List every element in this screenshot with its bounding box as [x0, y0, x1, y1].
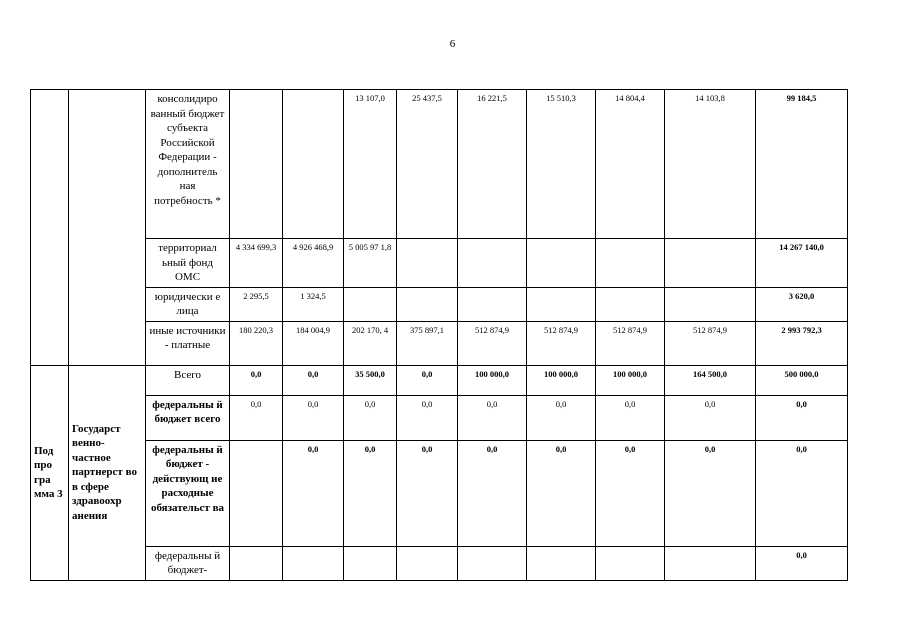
table-cell: [283, 546, 344, 580]
table-cell: 512 874,9: [665, 321, 756, 365]
empty-name-cell: [69, 90, 146, 366]
table-cell: [596, 239, 665, 288]
table-cell: 25 437,5: [397, 90, 458, 239]
table-cell: [397, 287, 458, 321]
table-row: [31, 321, 848, 365]
table-cell: 0,0: [756, 546, 848, 580]
table-cell: 1 324,5: [283, 287, 344, 321]
table-cell: 512 874,9: [458, 321, 527, 365]
table-cell: 100 000,0: [458, 365, 527, 395]
table-cell: [527, 239, 596, 288]
row-label: федеральны й бюджет всего: [146, 395, 230, 440]
table-cell: 0,0: [283, 365, 344, 395]
table-cell: [230, 546, 283, 580]
row-label: Всего: [146, 365, 230, 395]
table-cell: 0,0: [344, 440, 397, 546]
table-cell: 0,0: [596, 440, 665, 546]
table-cell: 0,0: [230, 395, 283, 440]
table-cell: 2 993 792,3: [756, 321, 848, 365]
table-cell: [596, 546, 665, 580]
page-number: 6: [449, 38, 456, 50]
table-cell: 0,0: [344, 395, 397, 440]
table-cell: 2 295,5: [230, 287, 283, 321]
row-label: федеральны й бюджет - действующ ие расходные обязательст ва: [146, 440, 230, 546]
budget-table: [30, 89, 848, 581]
table-cell: 0,0: [397, 440, 458, 546]
table-cell: [458, 546, 527, 580]
table-cell: 180 220,3: [230, 321, 283, 365]
table-cell: 14 267 140,0: [756, 239, 848, 288]
table-cell: 512 874,9: [527, 321, 596, 365]
table-cell: 0,0: [527, 395, 596, 440]
table-cell: [344, 546, 397, 580]
table-cell: 0,0: [665, 395, 756, 440]
row-label: иные источники - платные: [146, 321, 230, 365]
table-cell: [230, 90, 283, 239]
table-row: [31, 546, 848, 580]
table-cell: 0,0: [283, 395, 344, 440]
table-cell: 0,0: [756, 395, 848, 440]
table-cell: 99 184,5: [756, 90, 848, 239]
table-cell: 15 510,3: [527, 90, 596, 239]
table-cell: 14 103,8: [665, 90, 756, 239]
row-label: консолидиро ванный бюджет субъекта Российской Федерации - дополнитель ная потребность *: [146, 90, 230, 239]
table-cell: 164 500,0: [665, 365, 756, 395]
table-cell: 500 000,0: [756, 365, 848, 395]
table-cell: [344, 287, 397, 321]
subprogram-name: Государст венно- частное партнерст во в сфере здравоохр анения: [69, 365, 146, 580]
table-cell: 0,0: [665, 440, 756, 546]
table-cell: 0,0: [283, 440, 344, 546]
table-cell: 100 000,0: [596, 365, 665, 395]
subprogram-code: Под про гра мма 3: [31, 365, 69, 580]
table-cell: [665, 546, 756, 580]
table-cell: [665, 287, 756, 321]
table-cell: 184 004,9: [283, 321, 344, 365]
table-cell: 14 804,4: [596, 90, 665, 239]
table-cell: 0,0: [527, 440, 596, 546]
table-cell: 0,0: [458, 395, 527, 440]
empty-code-cell: [31, 90, 69, 366]
row-label: юридически е лица: [146, 287, 230, 321]
table-cell: [230, 440, 283, 546]
table-cell: 0,0: [756, 440, 848, 546]
table-cell: [596, 287, 665, 321]
table-row: [31, 365, 848, 395]
table-row: [31, 395, 848, 440]
table-cell: [458, 287, 527, 321]
table-cell: 5 005 97 1,8: [344, 239, 397, 288]
table-row: [31, 440, 848, 546]
table-cell: 0,0: [458, 440, 527, 546]
table-cell: [283, 90, 344, 239]
table-cell: 0,0: [596, 395, 665, 440]
table-cell: [397, 546, 458, 580]
table-cell: 375 897,1: [397, 321, 458, 365]
table-cell: [665, 239, 756, 288]
row-label: территориал ьный фонд ОМС: [146, 239, 230, 288]
table-cell: 512 874,9: [596, 321, 665, 365]
table-cell: [527, 287, 596, 321]
table-cell: 35 500,0: [344, 365, 397, 395]
table-row: [31, 90, 848, 239]
table-cell: 100 000,0: [527, 365, 596, 395]
table-cell: [397, 239, 458, 288]
row-label: федеральны й бюджет-: [146, 546, 230, 580]
table-cell: 3 620,0: [756, 287, 848, 321]
table-row: [31, 239, 848, 288]
table-cell: [527, 546, 596, 580]
table-cell: 202 170, 4: [344, 321, 397, 365]
table-cell: 13 107,0: [344, 90, 397, 239]
table-cell: 16 221,5: [458, 90, 527, 239]
table-cell: 0,0: [397, 365, 458, 395]
table-cell: 0,0: [397, 395, 458, 440]
table-cell: 4 926 468,9: [283, 239, 344, 288]
table-cell: [458, 239, 527, 288]
table-row: [31, 287, 848, 321]
table-cell: 0,0: [230, 365, 283, 395]
table-cell: 4 334 699,3: [230, 239, 283, 288]
